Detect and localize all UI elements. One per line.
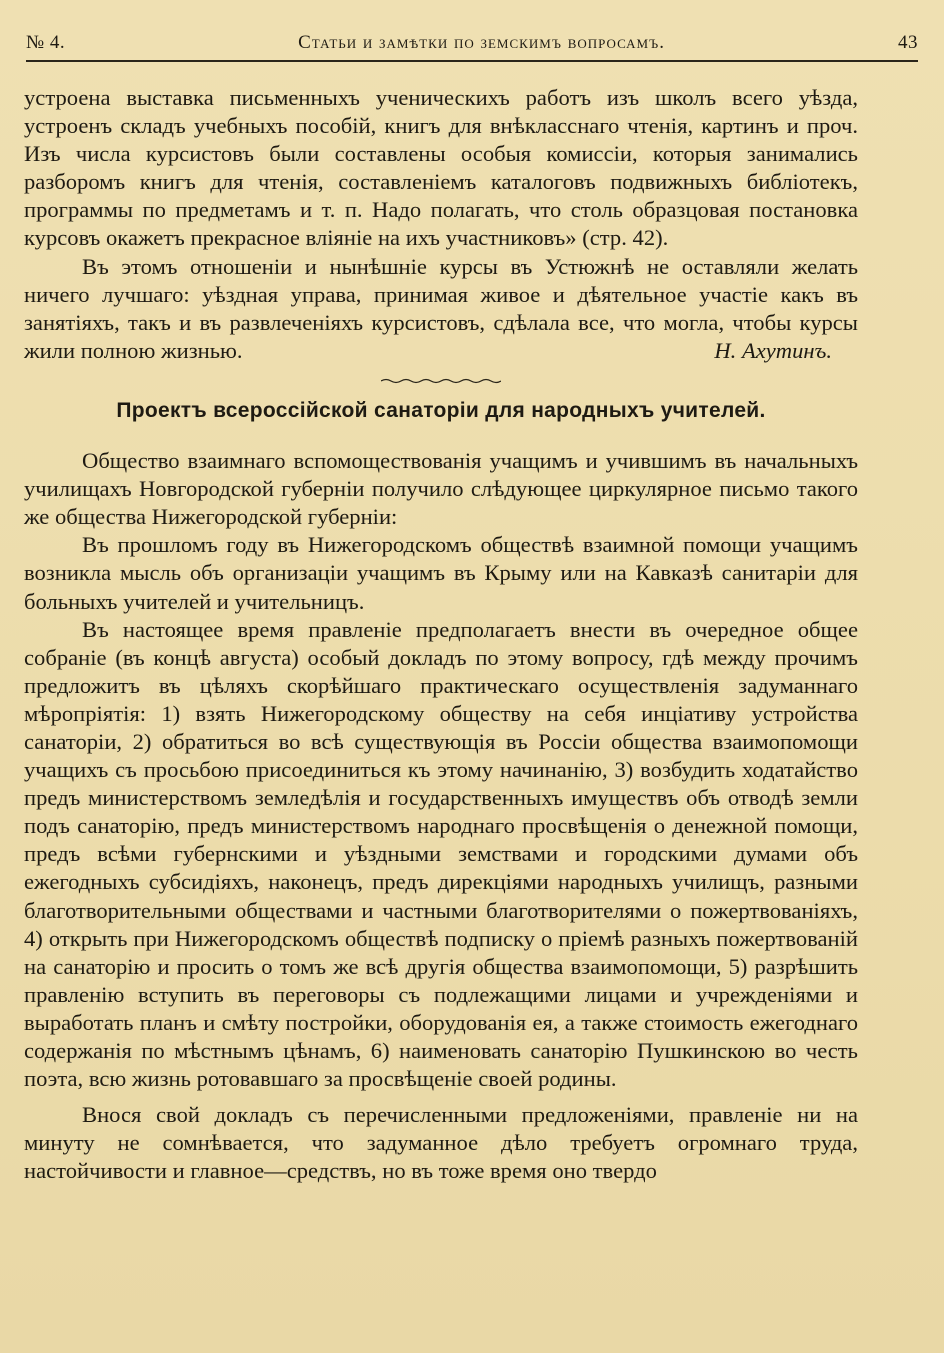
article-title: Проектъ всероссійской санаторіи для народныхъ учителей. [116,398,766,422]
paragraph-text: Въ этомъ отношеніи и нынѣшніе курсы въ Устюжнѣ не оставляли желать ничего лучшаго: уѣздная управа, принимая живое и дѣятельное участіе какъ въ занятіяхъ, такъ и въ развлеченіяхъ курсистовъ, сдѣлала все, что могла, чтобы курсы жили полною жизнью. [24,253,858,363]
paragraph: Въ настоящее время правленіе предполагаетъ внести въ очередное общее собраніе (въ концѣ августа) особый докладъ по этому вопросу, гдѣ между прочимъ предложитъ въ цѣляхъ скорѣйшаго практическаго осуществленія задуманнаго мѣропріятія: 1) взять Нижегородскому обществу на себя инціативу устройства санаторіи, 2) обратиться во всѣ существующія въ Россіи общества взаимопомощи учащихъ съ просьбою присоединиться къ этому начинанію, 3) возбудить ходатайство предъ министерствомъ земледѣлія и государственныхъ имуществъ объ отводѣ земли подъ санаторію, предъ министерствомъ народнаго просвѣщенія о денежной помощи, предъ всѣми губернскими и уѣздными земствами и городскими думами объ ежегодныхъ субсидіяхъ, наконецъ, предъ дирекціями народныхъ училищъ, разными благотворительными обществами и частными благотворителями о пожертвованіяхъ, 4) открыть при Нижегородскомъ обществѣ подписку о пріемѣ разныхъ пожертвованій на санаторію и просить о томъ же всѣ другія общества взаимопомощи, 5) разрѣшить правленію вступить въ переговоры съ подлежащими лицами и учрежденіями и выработать планъ и смѣту постройки, оборудованія ея, а также стоимость ежегоднаго содержанія по мѣстнымъ цѣнамъ, 6) наименовать санаторію Пушкинскою во честь поэта, всю жизнь ротовавшаго за просвѣщеніе своей родины. [24,616,858,1092]
paragraph: Въ прошломъ году въ Нижегородскомъ обществѣ взаимной помощи учащимъ возникла мысль объ организаціи учащимъ въ Крыму или на Кавказѣ санитаріи для больныхъ учителей и учительницъ. [24,532,858,614]
paragraph: устроена выставка письменныхъ ученическихъ работъ изъ школъ всего уѣзда, устроенъ складъ учебныхъ пособій, книгъ для внѣкласснаго чтенія, картинъ и проч. Изъ числа курсистовъ были составлены особыя комиссіи, которыя занимались разборомъ книгъ для чтенія, составленіемъ каталоговъ подвижныхъ библіотекъ, программы по предметамъ и т. п. Надо полагать, что столь образцовая постановка курсовъ окажетъ прекрасное вліяніе на ихъ участниковъ» (стр. 42). [24,85,858,251]
section-divider [381,377,501,385]
page-header [26,26,918,62]
paragraph: Внося свой докладъ съ перечисленными предложеніями, правленіе ни на минуту не сомнѣвается, что задуманное дѣло требуетъ огромнаго труда, настойчивости и главное—средствъ, но въ тоже время оно твердо [24,1102,858,1184]
paragraph: Общество взаимнаго вспомоществованія учащимъ и учившимъ въ начальныхъ училищахъ Новгородской губерніи получило слѣдующее циркулярное письмо такого же общества Нижегородской губерніи: [24,448,858,530]
page-number: 43 [897,32,918,53]
author-signature: Н. Ахутинъ. [714,337,832,363]
running-title: Статьи и замѣтки по земскимъ вопросамъ. [298,32,665,53]
paragraph [24,253,858,365]
issue-number: № 4. [26,32,66,53]
page-body [24,84,858,1185]
